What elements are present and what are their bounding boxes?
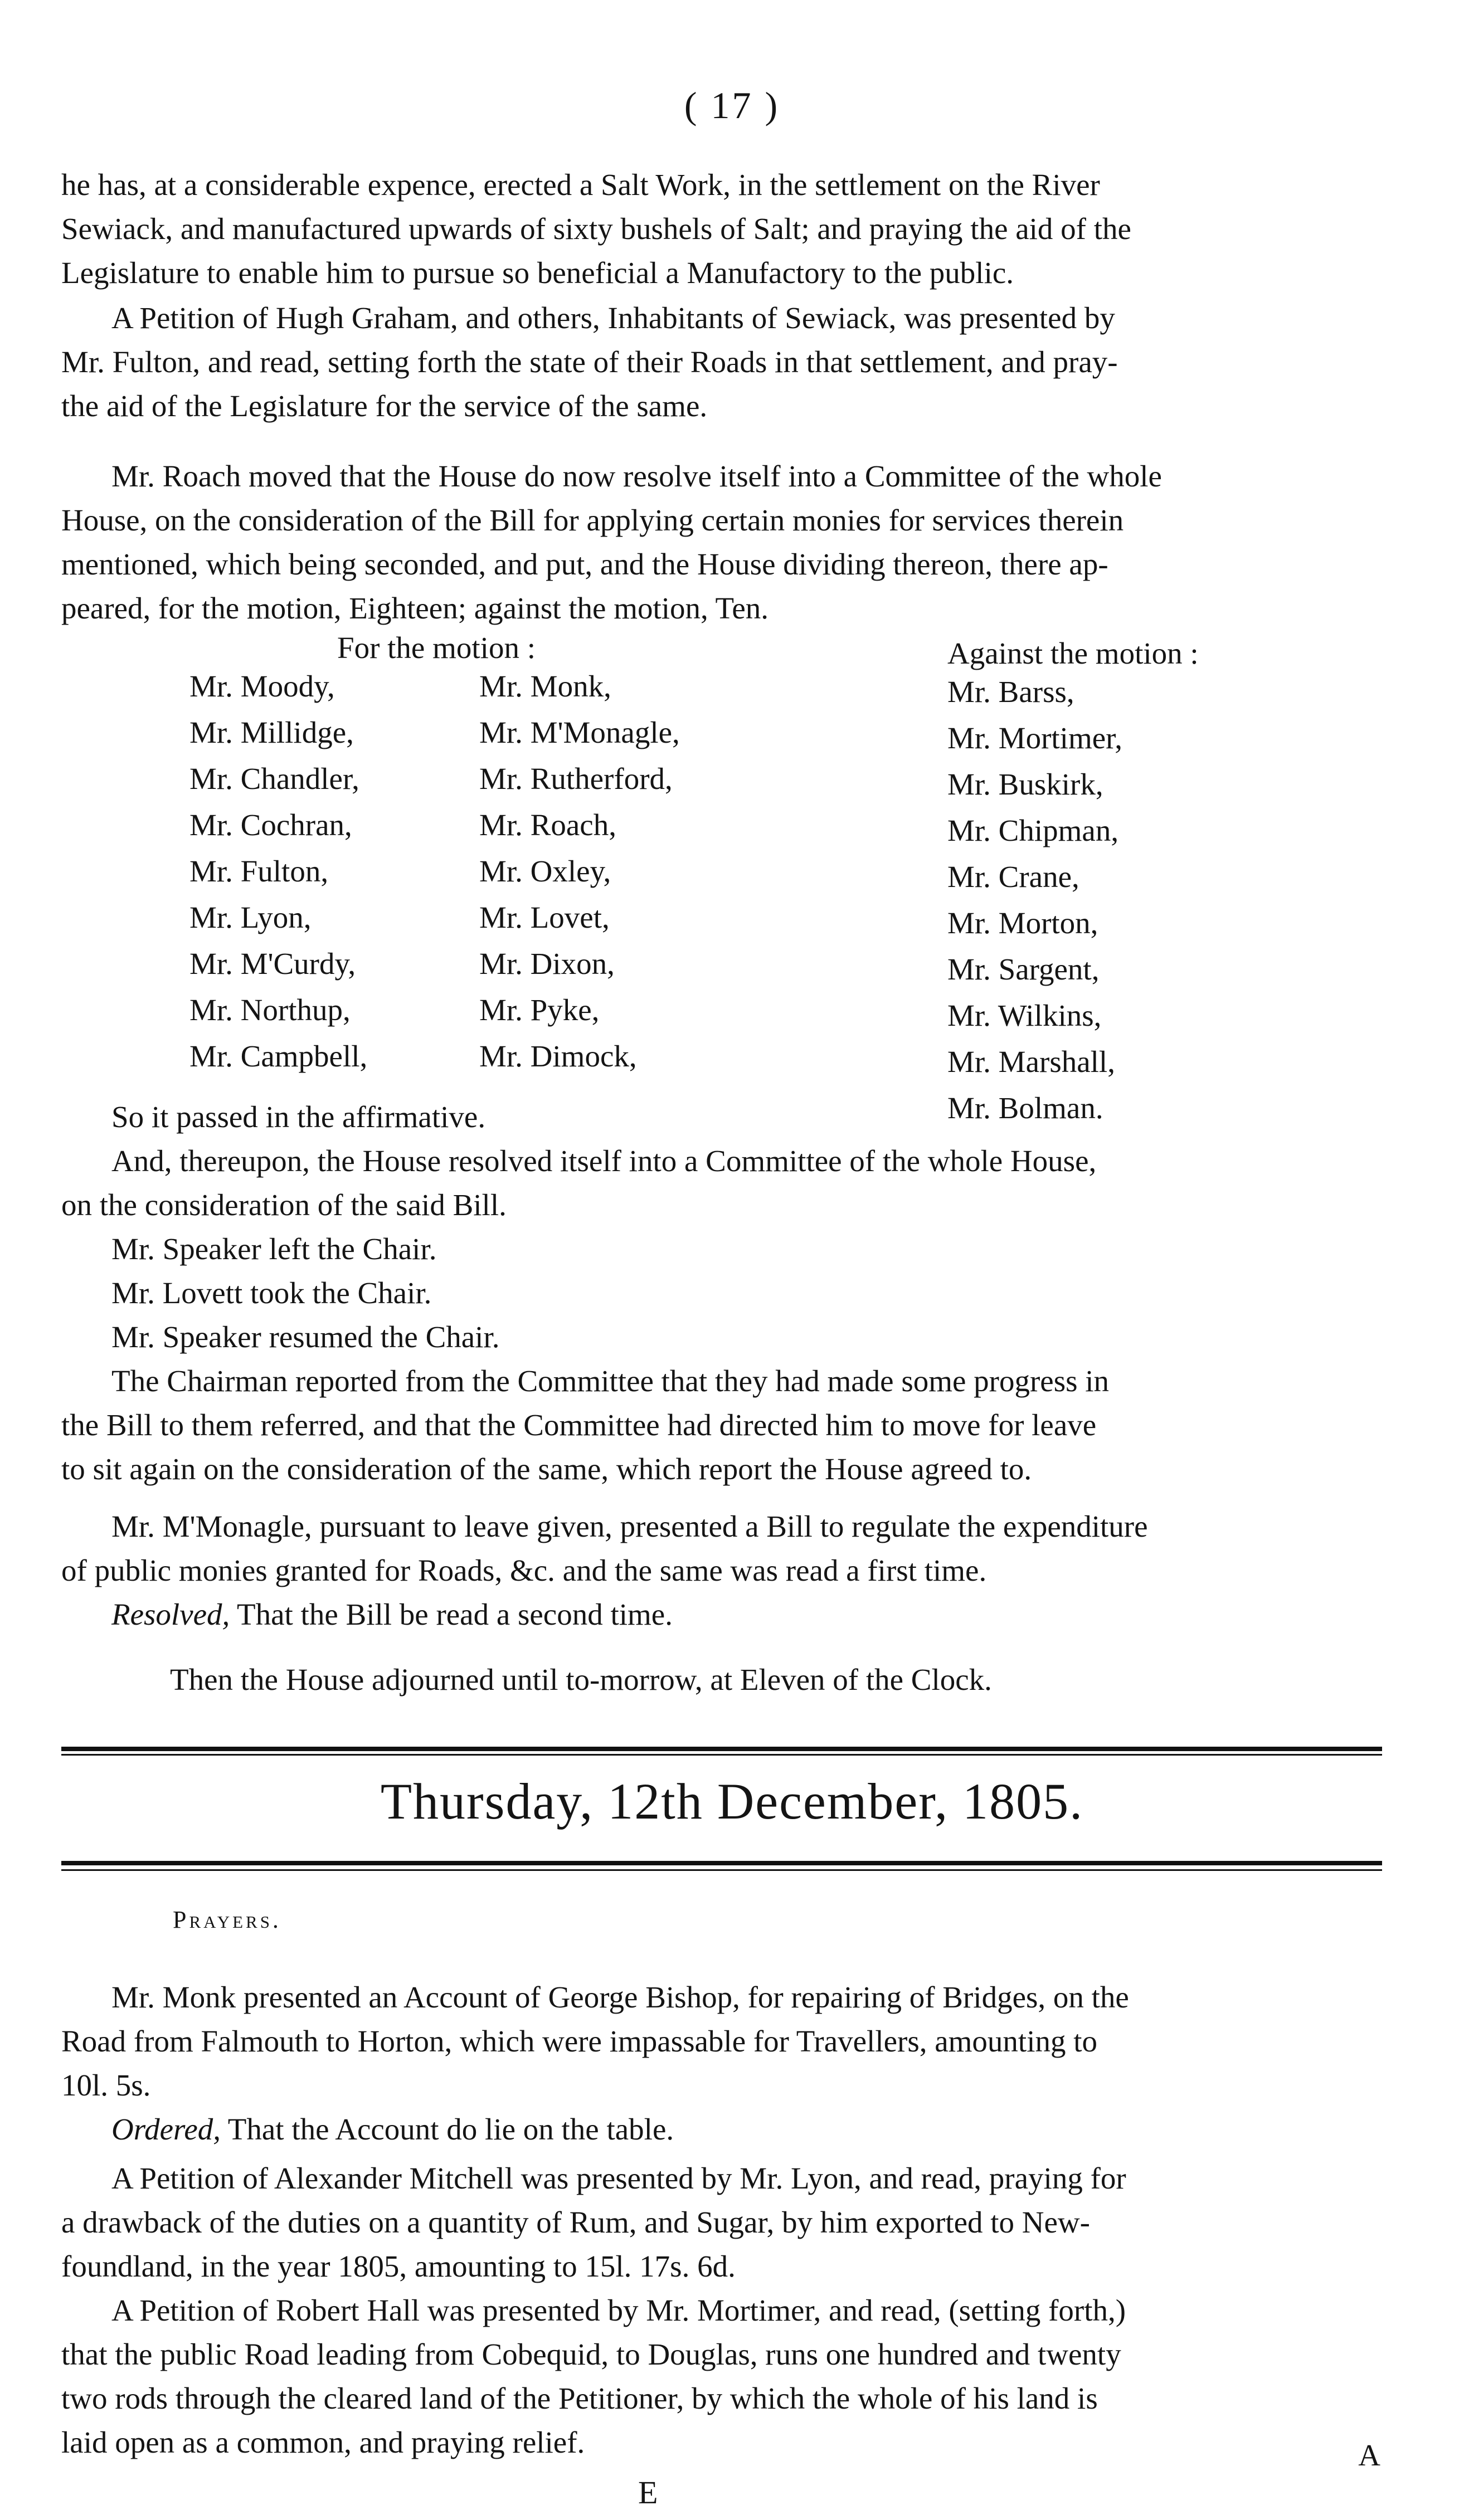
heading-rule-bottom	[61, 1861, 1382, 1865]
against-motion-heading: Against the motion :	[947, 636, 1199, 670]
for-motion-heading: For the motion :	[337, 631, 536, 665]
member-name: Mr. Marshall,	[947, 1045, 1115, 1079]
text-line: laid open as a common, and praying relief.	[61, 2425, 585, 2459]
member-name: Mr. Chandler,	[189, 762, 359, 796]
member-name: Mr. Crane,	[947, 860, 1079, 894]
prayers-label: Prayers.	[173, 1906, 281, 1933]
member-name: Mr. Northup,	[189, 993, 351, 1027]
member-name: Mr. Moody,	[189, 669, 335, 703]
adjournment-line: Then the House adjourned until to-morrow, at Eleven of the Clock.	[170, 1663, 992, 1697]
member-name: Mr. Wilkins,	[947, 998, 1102, 1032]
member-name: Mr. Millidge,	[189, 715, 354, 749]
member-name: Mr. Bolman.	[947, 1091, 1103, 1125]
text-line: Mr. Monk presented an Account of George Bishop, for repairing of Bridges, on the	[111, 1980, 1129, 2014]
text-line: Mr. Speaker resumed the Chair.	[111, 1320, 500, 1354]
text-line: foundland, in the year 1805, amounting to 15l. 17s. 6d.	[61, 2249, 736, 2283]
paragraph-graham-petition	[61, 296, 1382, 428]
paragraph-salt-petition	[61, 163, 1382, 295]
member-name: Mr. Lyon,	[189, 900, 312, 934]
member-name: Mr. Mortimer,	[947, 721, 1123, 755]
text-line: Mr. Lovett took the Chair.	[111, 1276, 432, 1310]
text-line: Road from Falmouth to Horton, which were impassable for Travellers, amounting to	[61, 2024, 1098, 2058]
member-name: Mr. Dimock,	[479, 1039, 637, 1073]
text-line: Mr. M'Monagle, pursuant to leave given, presented a Bill to regulate the expenditure	[111, 1509, 1148, 1543]
member-name: Mr. M'Curdy,	[189, 947, 356, 981]
text-line: two rods through the cleared land of the Petitioner, by which the whole of his land is	[61, 2381, 1098, 2415]
text-line: Legislature to enable him to pursue so beneficial a Manufactory to the public.	[61, 256, 1014, 290]
ordered-text: That the Account do lie on the table.	[221, 2112, 674, 2146]
member-name: Mr. Fulton,	[189, 854, 329, 888]
member-name: Mr. Campbell,	[189, 1039, 368, 1073]
heading-rule-top-thin	[61, 1754, 1382, 1756]
text-line: mentioned, which being seconded, and put, and the House dividing thereon, there ap-	[61, 547, 1108, 581]
paragraph-mmonagle-bill	[61, 1504, 1382, 1636]
text-line: House, on the consideration of the Bill for applying certain monies for services therein	[61, 503, 1124, 537]
heading-rule-bottom-thin	[61, 1869, 1382, 1871]
catchword: A	[1358, 2438, 1380, 2472]
text-line: of public monies granted for Roads, &c. and the same was read a first time.	[61, 1553, 987, 1587]
member-name: Mr. Buskirk,	[947, 767, 1103, 801]
page-number: ( 17 )	[684, 84, 780, 126]
ordered-label: Ordered,	[111, 2112, 221, 2146]
member-name: Mr. M'Monagle,	[479, 715, 680, 749]
member-name: Mr. Barss,	[947, 675, 1074, 709]
for-motion-column-1	[189, 663, 367, 1079]
text-line: peared, for the motion, Eighteen; against the motion, Ten.	[61, 591, 769, 625]
text-line: Mr. Speaker left the Chair.	[111, 1232, 437, 1266]
member-name: Mr. Chipman,	[947, 813, 1119, 847]
member-name: Mr. Rutherford,	[479, 762, 673, 796]
paragraph-roach-motion	[61, 454, 1382, 630]
text-line: The Chairman reported from the Committee that they had made some progress in	[111, 1364, 1110, 1398]
text-line: the Bill to them referred, and that the Committee had directed him to move for leave	[61, 1408, 1097, 1442]
text-line: he has, at a considerable expence, erected a Salt Work, in the settlement on the River	[61, 168, 1100, 202]
heading-rule-top	[61, 1747, 1382, 1751]
text-line: A Petition of Hugh Graham, and others, Inhabitants of Sewiack, was presented by	[111, 301, 1115, 335]
text-line: that the public Road leading from Cobequid, to Douglas, runs one hundred and twenty	[61, 2337, 1121, 2371]
member-name: Mr. Morton,	[947, 906, 1098, 940]
text-line: a drawback of the duties on a quantity of Rum, and Sugar, by him exported to New-	[61, 2205, 1090, 2239]
member-name: Mr. Lovet,	[479, 900, 610, 934]
text-line: And, thereupon, the House resolved itself into a Committee of the whole House,	[111, 1144, 1097, 1178]
text-line: So it passed in the affirmative.	[111, 1100, 486, 1134]
member-name: Mr. Dixon,	[479, 947, 615, 981]
text-line: Mr. Roach moved that the House do now resolve itself into a Committee of the whole	[111, 459, 1162, 493]
resolved-line	[61, 1592, 1382, 1636]
for-motion-column-2	[479, 663, 680, 1079]
member-name: Mr. Cochran,	[189, 808, 352, 842]
text-line: A Petition of Alexander Mitchell was presented by Mr. Lyon, and read, praying for	[111, 2161, 1126, 2195]
member-name: Mr. Oxley,	[479, 854, 611, 888]
member-name: Mr. Pyke,	[479, 993, 600, 1027]
paragraph-proceedings	[61, 1095, 1382, 1491]
day-heading: Thursday, 12th December, 1805.	[380, 1773, 1084, 1830]
resolved-label: Resolved,	[111, 1597, 230, 1631]
paragraph-monk-account	[61, 1975, 1382, 2151]
paragraph-mitchell-hall-petitions	[61, 2156, 1382, 2464]
text-line: A Petition of Robert Hall was presented by Mr. Mortimer, and read, (setting forth,)	[111, 2293, 1126, 2327]
member-name: Mr. Sargent,	[947, 952, 1100, 986]
signature-mark: E	[638, 2474, 658, 2511]
ordered-line	[61, 2107, 1382, 2151]
text-line: the aid of the Legislature for the service of the same.	[61, 389, 708, 423]
against-motion-column	[947, 669, 1122, 1131]
member-name: Mr. Roach,	[479, 808, 616, 842]
resolved-text: That the Bill be read a second time.	[230, 1597, 673, 1631]
text-line: Mr. Fulton, and read, setting forth the state of their Roads in that settlement, and pray-	[61, 345, 1118, 379]
text-line: Sewiack, and manufactured upwards of sixty bushels of Salt; and praying the aid of the	[61, 212, 1131, 246]
text-line: on the consideration of the said Bill.	[61, 1188, 507, 1222]
text-line: to sit again on the consideration of the same, which report the House agreed to.	[61, 1452, 1032, 1486]
member-name: Mr. Monk,	[479, 669, 611, 703]
text-line: 10l. 5s.	[61, 2068, 151, 2102]
